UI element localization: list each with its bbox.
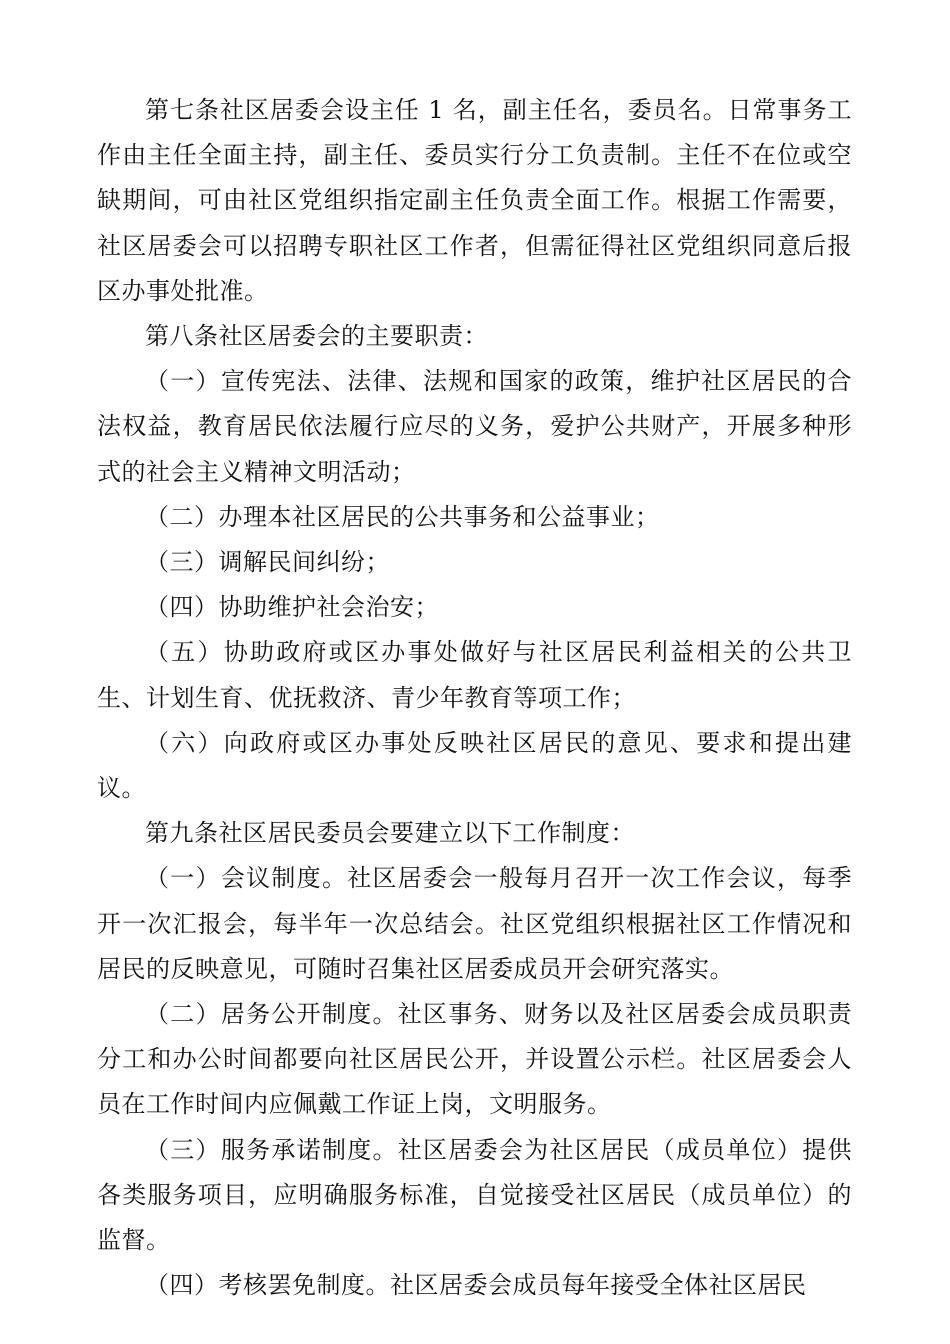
paragraph-article-8-item-6: （六）向政府或区办事处反映社区居民的意见、要求和提出建议。 xyxy=(97,728,852,803)
paragraph-article-9-item-4: （四）考核罢免制度。社区居委会成员每年接受全体社区居民 xyxy=(145,1271,807,1300)
paragraph-article-8-item-3: （三）调解民间纠纷； xyxy=(145,548,390,577)
paragraph-article-8-item-5: （五）协助政府或区办事处做好与社区居民利益相关的公共卫生、计划生育、优抚救济、青少年教育等项工作； xyxy=(97,638,852,712)
paragraph-article-7: 第七条社区居委会设主任 1 名，副主任名，委员名。日常事务工作由主任全面主持，副主任、委员实行分工负责制。主任不在位或空缺期间，可由社区党组织指定副主任负责全面工作。根据工作需要，社区居委会可以招聘专职社区工作者，但需征得社区党组织同意后报区办事处批准。 xyxy=(97,96,852,305)
paragraph-article-9-item-3: （三）服务承诺制度。社区居委会为社区居民（成员单位）提供各类服务项目，应明确服务标准，自觉接受社区居民（成员单位）的监督。 xyxy=(97,1135,852,1255)
document-body xyxy=(97,88,852,1308)
paragraph-article-9-item-2: （二）居务公开制度。社区事务、财务以及社区居委会成员职责分工和办公时间都要向社区居民公开，并设置公示栏。社区居委会人员在工作时间内应佩戴工作证上岗，文明服务。 xyxy=(97,1000,852,1119)
paragraph-article-9-heading: 第九条社区居民委员会要建立以下工作制度： xyxy=(145,819,635,848)
paragraph-article-8-item-2: （二）办理本社区居民的公共事务和公益事业； xyxy=(145,502,660,531)
paragraph-article-8-item-4: （四）协助维护社会治安； xyxy=(145,593,439,622)
paragraph-article-8-item-1: （一）宣传宪法、法律、法规和国家的政策，维护社区居民的合法权益，教育居民依法履行应尽的义务，爱护公共财产，开展多种形式的社会主义精神文明活动； xyxy=(97,367,852,486)
paragraph-article-9-item-1: （一）会议制度。社区居委会一般每月召开一次工作会议，每季开一次汇报会，每半年一次总结会。社区党组织根据社区工作情况和居民的反映意见，可随时召集社区居委成员开会研究落实。 xyxy=(97,864,852,983)
paragraph-article-8-heading: 第八条社区居委会的主要职责： xyxy=(145,322,488,351)
